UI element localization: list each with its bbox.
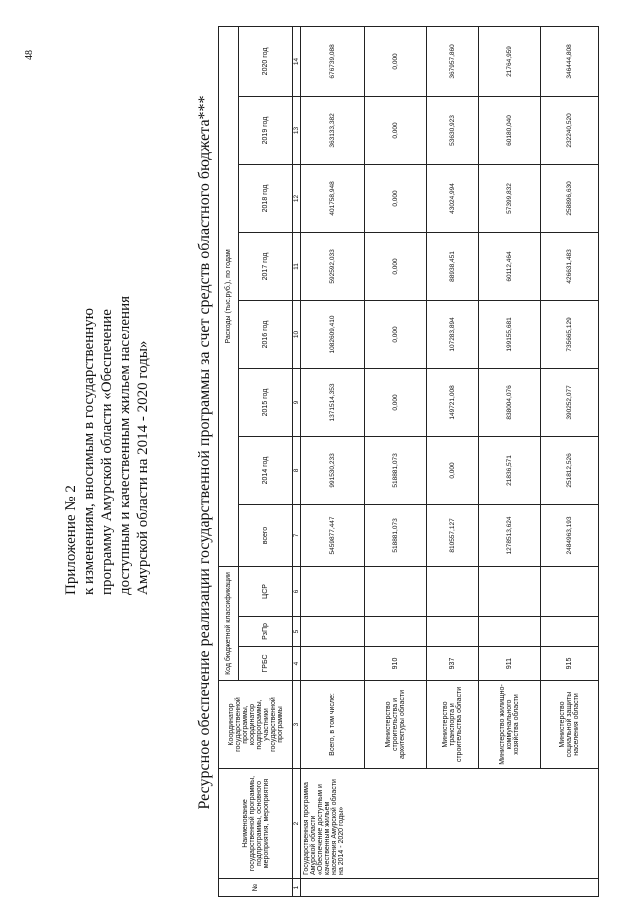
header-budget-code: Код бюджетной классификации xyxy=(219,566,239,680)
row-value: 251812,526 xyxy=(541,436,599,504)
row-value: 21836,571 xyxy=(479,436,541,504)
row-rzpr xyxy=(365,617,427,647)
row-value: 0,000 xyxy=(365,96,427,164)
row-value: 367957,860 xyxy=(427,26,479,96)
document-title: Ресурсное обеспечение реализации государственной программы за счет средств областного бюджета*** xyxy=(196,95,213,810)
row-value: 518881,073 xyxy=(365,436,427,504)
column-index: 13 xyxy=(293,96,301,164)
row-value: 0,000 xyxy=(427,436,479,504)
table-row xyxy=(541,26,599,896)
column-index: 10 xyxy=(293,300,301,368)
program-name: Государственная программа Амурской области «Обеспечение доступным и качественным жильем населения Амурской области на 2014 - 2020 годы» xyxy=(301,769,599,879)
table-row xyxy=(365,26,427,896)
header-year: 2014 год xyxy=(239,436,293,504)
row-rzpr xyxy=(541,617,599,647)
table-row xyxy=(479,26,541,896)
table-row xyxy=(427,26,479,896)
row-coordinator: Всего, в том числе: xyxy=(301,681,365,769)
row-value: 346444,808 xyxy=(541,26,599,96)
row-value: 149721,008 xyxy=(427,368,479,436)
row-total: 5459877,447 xyxy=(301,504,365,566)
row-value: 0,000 xyxy=(365,300,427,368)
header-row xyxy=(219,26,239,896)
column-index: 8 xyxy=(293,436,301,504)
column-index-row xyxy=(293,26,301,896)
column-index: 9 xyxy=(293,368,301,436)
row-value: 1082609,410 xyxy=(301,300,365,368)
appendix-line: к изменениям, вносимым в государственную xyxy=(81,308,97,595)
column-index: 5 xyxy=(293,617,301,647)
appendix-line: доступным и качественным жильем населения xyxy=(117,295,133,595)
appendix-line: программу Амурской области «Обеспечение xyxy=(99,309,115,595)
row-value: 991530,233 xyxy=(301,436,365,504)
row-total: 2484963,193 xyxy=(541,504,599,566)
header-csr: ЦСР xyxy=(239,566,293,616)
row-csr xyxy=(427,566,479,616)
row-value: 1371514,353 xyxy=(301,368,365,436)
row-value: 401758,948 xyxy=(301,164,365,232)
column-index: 7 xyxy=(293,504,301,566)
row-value: 676739,088 xyxy=(301,26,365,96)
row-value: 60180,040 xyxy=(479,96,541,164)
header-total: всего xyxy=(239,504,293,566)
resource-table xyxy=(218,26,599,897)
row-csr xyxy=(301,566,365,616)
header-num: № xyxy=(219,879,293,897)
column-index: 11 xyxy=(293,232,301,300)
table-row xyxy=(301,26,365,896)
header-year: 2016 год xyxy=(239,300,293,368)
row-value: 88938,451 xyxy=(427,232,479,300)
row-value: 107283,894 xyxy=(427,300,479,368)
row-grbs: 910 xyxy=(365,647,427,681)
row-grbs: 911 xyxy=(479,647,541,681)
row-value: 0,000 xyxy=(365,164,427,232)
header-name: Наименование государственной программы, подпрограммы, основного мероприятия, мероприятия xyxy=(219,769,293,879)
row-total: 518881,073 xyxy=(365,504,427,566)
row-coordinator: Министерство строительства и архитектуры области xyxy=(365,681,427,769)
row-csr xyxy=(365,566,427,616)
program-row-num xyxy=(301,879,599,897)
row-value: 232240,520 xyxy=(541,96,599,164)
row-value: 43024,994 xyxy=(427,164,479,232)
row-value: 390252,077 xyxy=(541,368,599,436)
row-value: 57399,832 xyxy=(479,164,541,232)
column-index: 14 xyxy=(293,26,301,96)
column-index: 2 xyxy=(293,769,301,879)
page-number: 48 xyxy=(24,50,35,60)
header-coordinator: Координатор государственной программы, координатор подпрограммы, участники государственной программы xyxy=(219,681,293,769)
row-total: 810557,127 xyxy=(427,504,479,566)
row-coordinator: Министерство транспорта и строительства области xyxy=(427,681,479,769)
header-year: 2019 год xyxy=(239,96,293,164)
row-value: 53630,923 xyxy=(427,96,479,164)
row-value: 258896,630 xyxy=(541,164,599,232)
row-coordinator: Министерство жилищно-коммунального хозяйства области xyxy=(479,681,541,769)
appendix-line: Приложение № 2 xyxy=(63,485,79,595)
row-csr xyxy=(479,566,541,616)
column-index: 6 xyxy=(293,566,301,616)
row-value: 592592,033 xyxy=(301,232,365,300)
row-rzpr xyxy=(301,617,365,647)
row-value: 363133,382 xyxy=(301,96,365,164)
column-index: 3 xyxy=(293,681,301,769)
column-index: 4 xyxy=(293,647,301,681)
row-rzpr xyxy=(479,617,541,647)
header-rzpr: РзПр xyxy=(239,617,293,647)
row-grbs: 937 xyxy=(427,647,479,681)
row-value: 0,000 xyxy=(365,26,427,96)
header-year: 2015 год xyxy=(239,368,293,436)
column-index: 1 xyxy=(293,879,301,897)
column-index: 12 xyxy=(293,164,301,232)
header-year: 2018 год xyxy=(239,164,293,232)
row-value: 426631,483 xyxy=(541,232,599,300)
header-expenses: Расходы (тыс.руб.), по годам xyxy=(219,26,239,566)
row-coordinator: Министерство социальной защиты населения области xyxy=(541,681,599,769)
row-value: 199155,681 xyxy=(479,300,541,368)
row-grbs xyxy=(301,647,365,681)
appendix-heading xyxy=(62,75,152,595)
header-year: 2017 год xyxy=(239,232,293,300)
row-value: 60112,464 xyxy=(479,232,541,300)
row-value: 838004,076 xyxy=(479,368,541,436)
header-year: 2020 год xyxy=(239,26,293,96)
row-grbs: 915 xyxy=(541,647,599,681)
row-value: 21764,959 xyxy=(479,26,541,96)
appendix-line: Амурской области на 2014 - 2020 годы» xyxy=(135,340,151,595)
row-csr xyxy=(541,566,599,616)
row-value: 0,000 xyxy=(365,368,427,436)
row-rzpr xyxy=(427,617,479,647)
header-grbs: ГРБС xyxy=(239,647,293,681)
row-value: 0,000 xyxy=(365,232,427,300)
row-total: 1278513,624 xyxy=(479,504,541,566)
row-value: 735665,129 xyxy=(541,300,599,368)
